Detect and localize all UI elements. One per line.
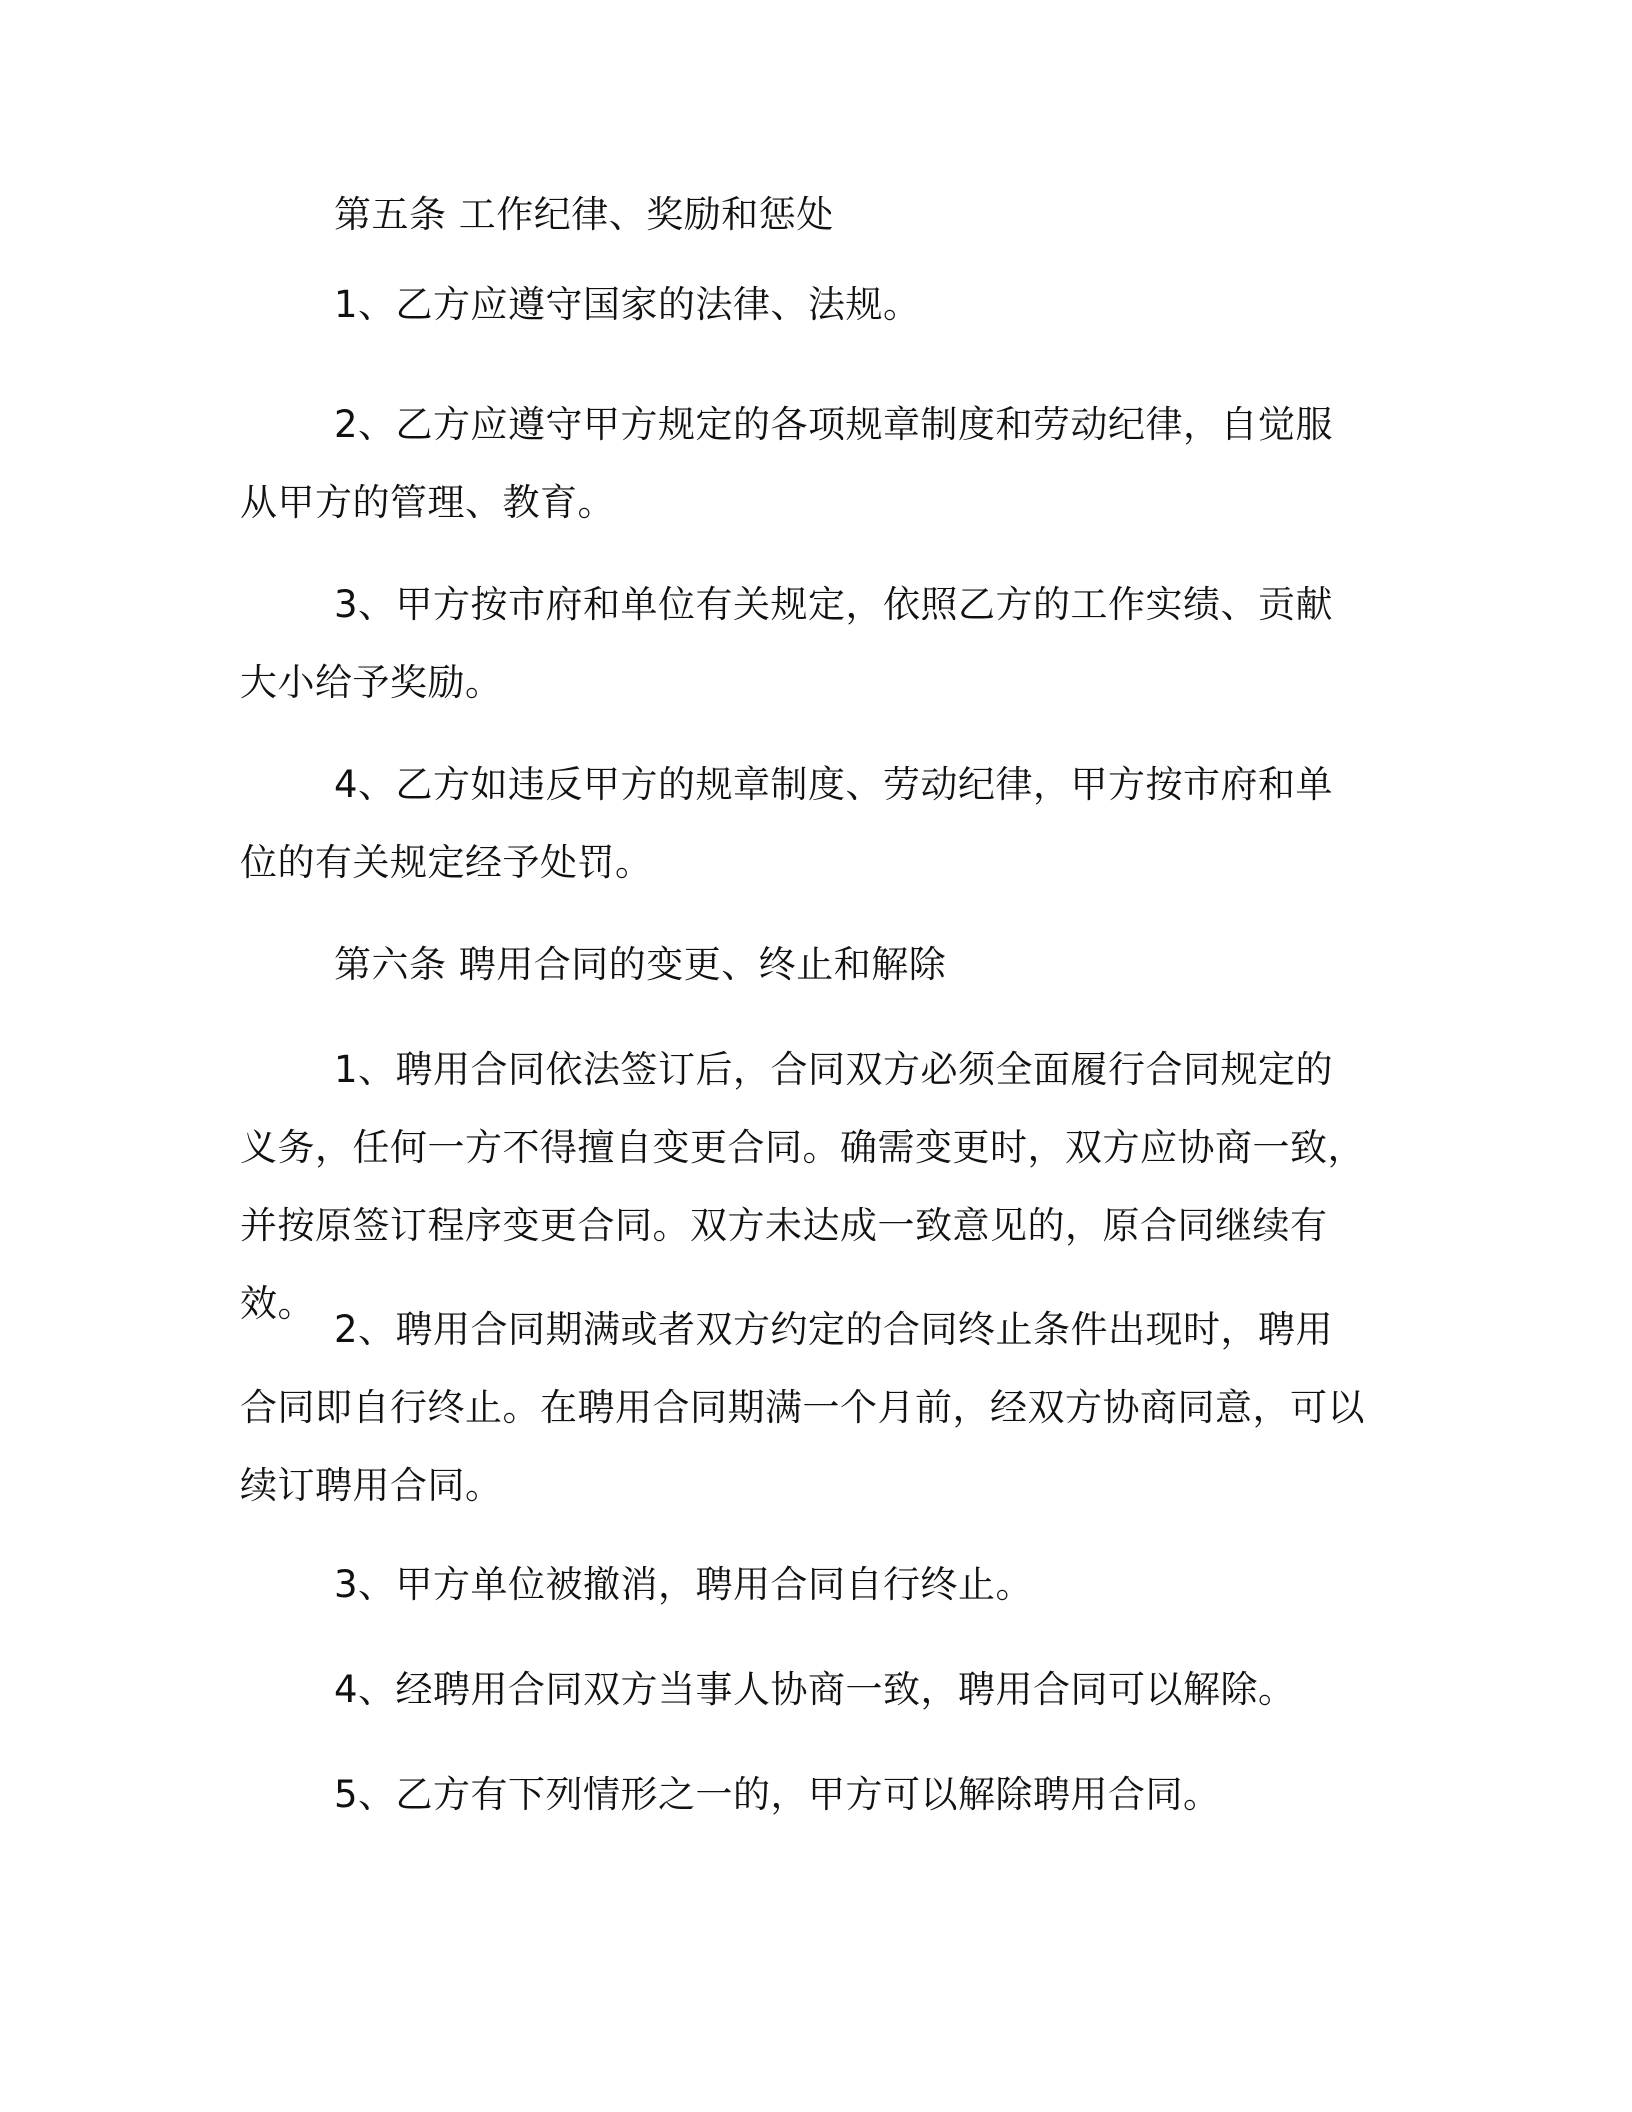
article-5-item-1: 1、乙方应遵守国家的法律、法规。 [334,283,921,326]
article-6-item-1: 1、聘用合同依法签订后，合同双方必须全面履行合同规定的义务，任何一方不得擅自变更合同。确需变更时，双方应协商一致，并按原签订程序变更合同。双方未达成一致意见的，原合同继续有效。 [240,1048,1365,1325]
article-6-item-5: 5、乙方有下列情形之一的，甲方可以解除聘用合同。 [334,1773,1221,1816]
article-6-heading: 第六条 聘用合同的变更、终止和解除 [334,943,947,986]
article-6-item-4: 4、经聘用合同双方当事人协商一致，聘用合同可以解除。 [334,1668,1296,1711]
article-6-item-2: 2、聘用合同期满或者双方约定的合同终止条件出现时，聘用合同即自行终止。在聘用合同期满一个月前，经双方协商同意，可以续订聘用合同。 [240,1308,1365,1507]
article-6-item-3: 3、甲方单位被撤消，聘用合同自行终止。 [334,1563,1034,1606]
article-5-heading: 第五条 工作纪律、奖励和惩处 [334,193,834,236]
article-5-item-2: 2、乙方应遵守甲方规定的各项规章制度和劳动纪律，自觉服从甲方的管理、教育。 [240,403,1334,524]
article-5-item-4: 4、乙方如违反甲方的规章制度、劳动纪律，甲方按市府和单位的有关规定经予处罚。 [240,763,1334,884]
article-5-item-3: 3、甲方按市府和单位有关规定，依照乙方的工作实绩、贡献大小给予奖励。 [240,583,1334,704]
